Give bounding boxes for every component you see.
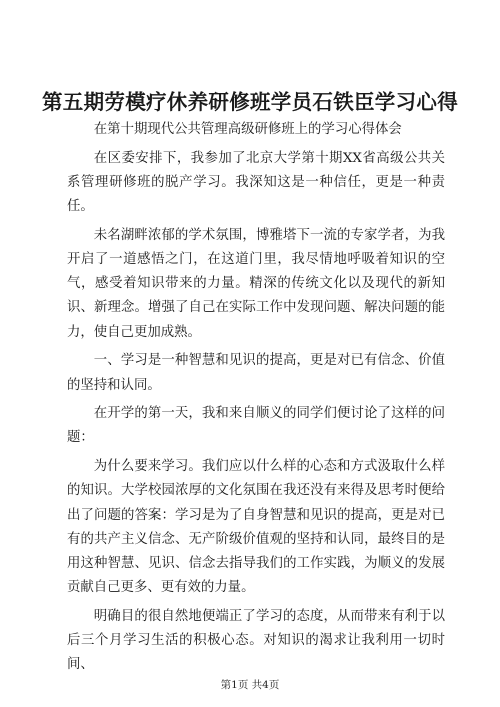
document-body <box>67 118 445 677</box>
paragraph: 在区委安排下，我参加了北京大学第十期XX省高级公共关系管理研修班的脱产学习。我深知这是一种信任，更是一种责任。 <box>67 150 445 215</box>
paragraph: 明确目的很自然地便端正了学习的态度，从而带来有利于以后三个月学习生活的积极心态。对知识的渴求让我利用一切时间、 <box>67 608 445 673</box>
document-title: 第五期劳模疗休养研修班学员石铁臣学习心得 <box>42 90 458 114</box>
paragraph: 为什么要来学习。我们应以什么样的心态和方式汲取什么样的知识。大学校园浓厚的文化氛围在我还没有来得及思考时便给出了问题的答案：学习是为了自身智慧和见识的提高，更是对已有的共产主义信念、无产阶级价值观的坚持和认同，最终目的是用这种智慧、见识、信念去指导我们的工作实践，为顺义的发展贡献自己更多、更有效的力量。 <box>67 459 445 596</box>
paragraph-subtitle: 在第十期现代公共管理高级研修班上的学习心得体会 <box>93 122 402 137</box>
paragraph: 未名湖畔浓郁的学术氛围，博雅塔下一流的专家学者，为我开启了一道感悟之门，在这道门里，我尽情地呼吸着知识的空气，感受着知识带来的力量。精深的传统文化以及现代的新知识、新理念。增强了自己在实际工作中发现问题、解决问题的能力，使自己更加成熟。 <box>67 227 445 340</box>
paragraph: 在开学的第一天，我和来自顺义的同学们便讨论了这样的问题： <box>67 406 445 446</box>
paragraph-section-heading: 一、学习是一种智慧和见识的提高，更是对已有信念、价值的坚持和认同。 <box>67 353 445 393</box>
page-number-footer: 第1页 共4页 <box>220 679 280 691</box>
